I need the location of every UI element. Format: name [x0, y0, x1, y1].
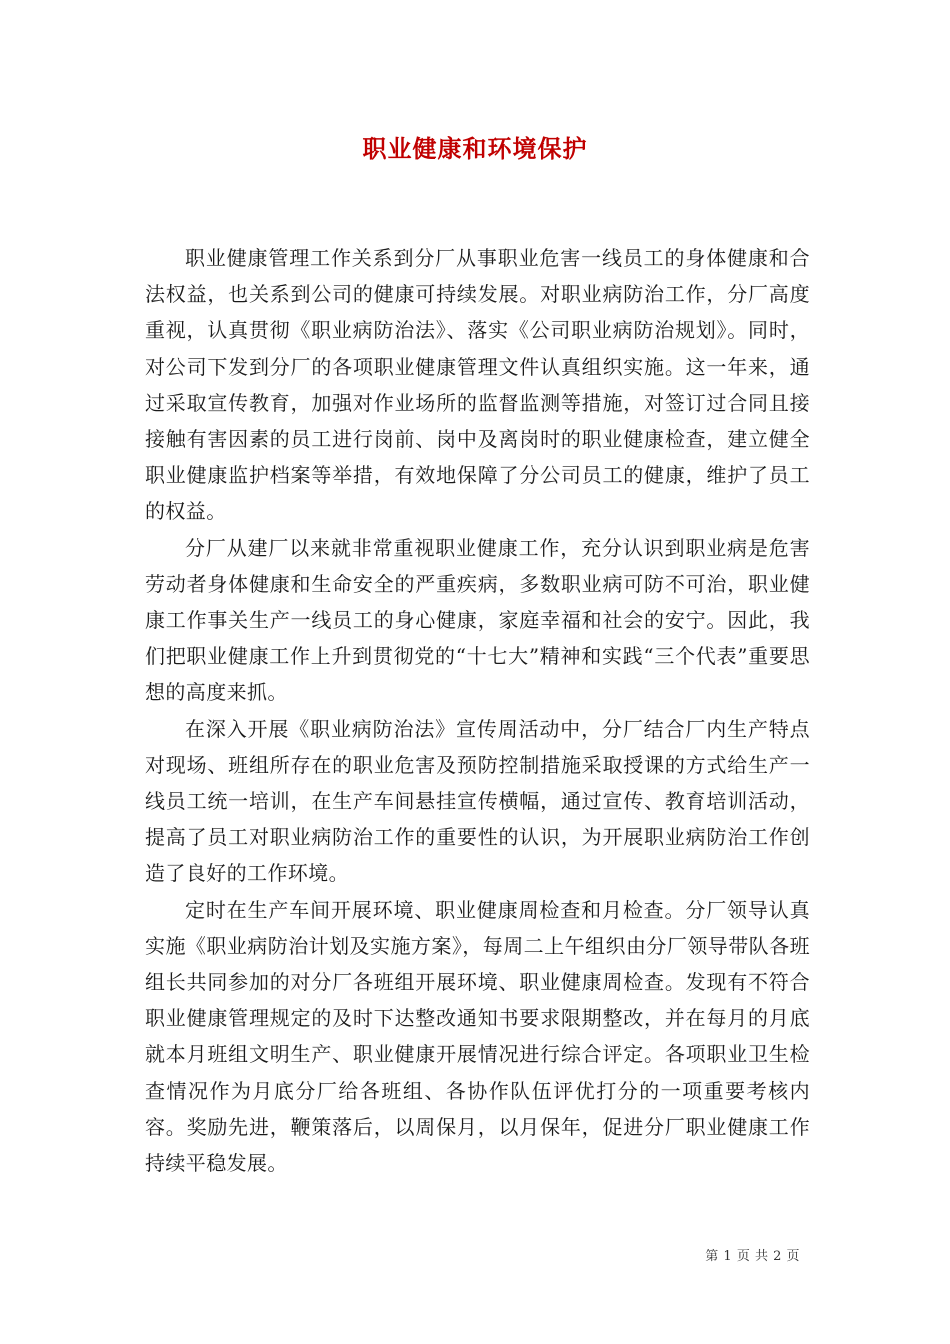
paragraph-4: 定时在生产车间开展环境、职业健康周检查和月检查。分厂领导认真实施《职业病防治计划及实施方案》，每周二上午组织由分厂领导带队各班组长共同参加的对分厂各班组开展环境、职业健康周检查。发现有不符合职业健康管理规定的及时下达整改通知书要求限期整改，并在每月的月底就本月班组文明生产、职业健康开展情况进行综合评定。各项职业卫生检查情况作为月底分厂给各班组、各协作队伍评优打分的一项重要考核内容。奖励先进，鞭策落后，以周保月，以月保年，促进分厂职业健康工作持续平稳发展。: [145, 897, 810, 1176]
document-title: 职业健康和环境保护: [362, 134, 588, 163]
paragraph-2: 分厂从建厂以来就非常重视职业健康工作，充分认识到职业病是危害劳动者身体健康和生命安全的严重疾病，多数职业病可防不可治，职业健康工作事关生产一线员工的身心健康，家庭幸福和社会的安宁。因此，我们把职业健康工作上升到贯彻党的“十七大”精神和实践“三个代表”重要思想的高度来抓。: [145, 535, 810, 705]
paragraph-3: 在深入开展《职业病防治法》宣传周活动中，分厂结合厂内生产特点对现场、班组所存在的职业危害及预防控制措施采取授课的方式给生产一线员工统一培训，在生产车间悬挂宣传横幅，通过宣传、教育培训活动，提高了员工对职业病防治工作的重要性的认识，为开展职业病防治工作创造了良好的工作环境。: [145, 716, 810, 886]
document-body: [145, 240, 810, 1181]
paragraph-1: 职业健康管理工作关系到分厂从事职业危害一线员工的身体健康和合法权益，也关系到公司的健康可持续发展。对职业病防治工作，分厂高度重视，认真贯彻《职业病防治法》、落实《公司职业病防治规划》。同时，对公司下发到分厂的各项职业健康管理文件认真组织实施。这一年来，通过采取宣传教育，加强对作业场所的监督监测等措施，对签订过合同且接接触有害因素的员工进行岗前、岗中及离岗时的职业健康检查，建立健全职业健康监护档案等举措，有效地保障了分公司员工的健康，维护了员工的权益。: [145, 246, 810, 524]
page-number-footer: 第 1 页 共 2 页: [705, 1249, 800, 1264]
